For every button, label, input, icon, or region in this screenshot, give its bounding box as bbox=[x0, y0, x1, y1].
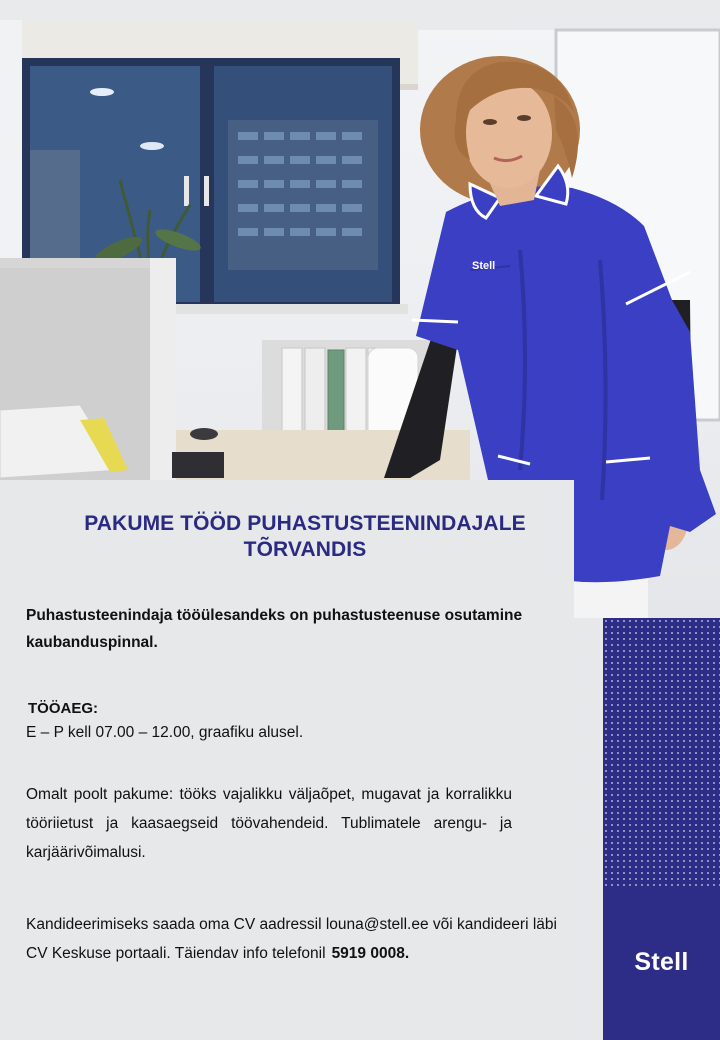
dot-pattern-icon bbox=[603, 618, 720, 890]
working-hours-title: TÖÖAEG: bbox=[28, 700, 98, 717]
headline-line-2: TÕRVANDIS bbox=[243, 538, 367, 561]
offer-text: Omalt poolt pakume: tööks vajalikku väljaõpet, mugavat ja korralikku tööriietust ja kaasaegseid töövahendeid. Tublimatele arengu- ja karjäärivõimalusi. bbox=[26, 786, 512, 861]
stell-logo: Stell bbox=[634, 948, 689, 976]
apply-instructions: Kandideerimiseks saada oma CV aadressil louna@stell.ee või kandideeri läbi CV Keskuse portaali. Täiendav info telefonil bbox=[26, 916, 557, 962]
headline-line-1: PAKUME TÖÖD PUHASTUSTEENINDAJALE bbox=[84, 512, 526, 535]
uniform-logo: Stell bbox=[472, 260, 496, 272]
job-headline bbox=[40, 511, 570, 563]
text-panel-extension bbox=[574, 618, 603, 1040]
application-text bbox=[26, 910, 574, 968]
working-hours-text: E – P kell 07.00 – 12.00, graafiku alusel. bbox=[26, 724, 304, 741]
job-intro: Puhastusteenindaja tööülesandeks on puhastusteenuse osutamine kaubanduspinnal. bbox=[26, 607, 523, 651]
contact-phone: 5919 0008. bbox=[331, 945, 410, 962]
